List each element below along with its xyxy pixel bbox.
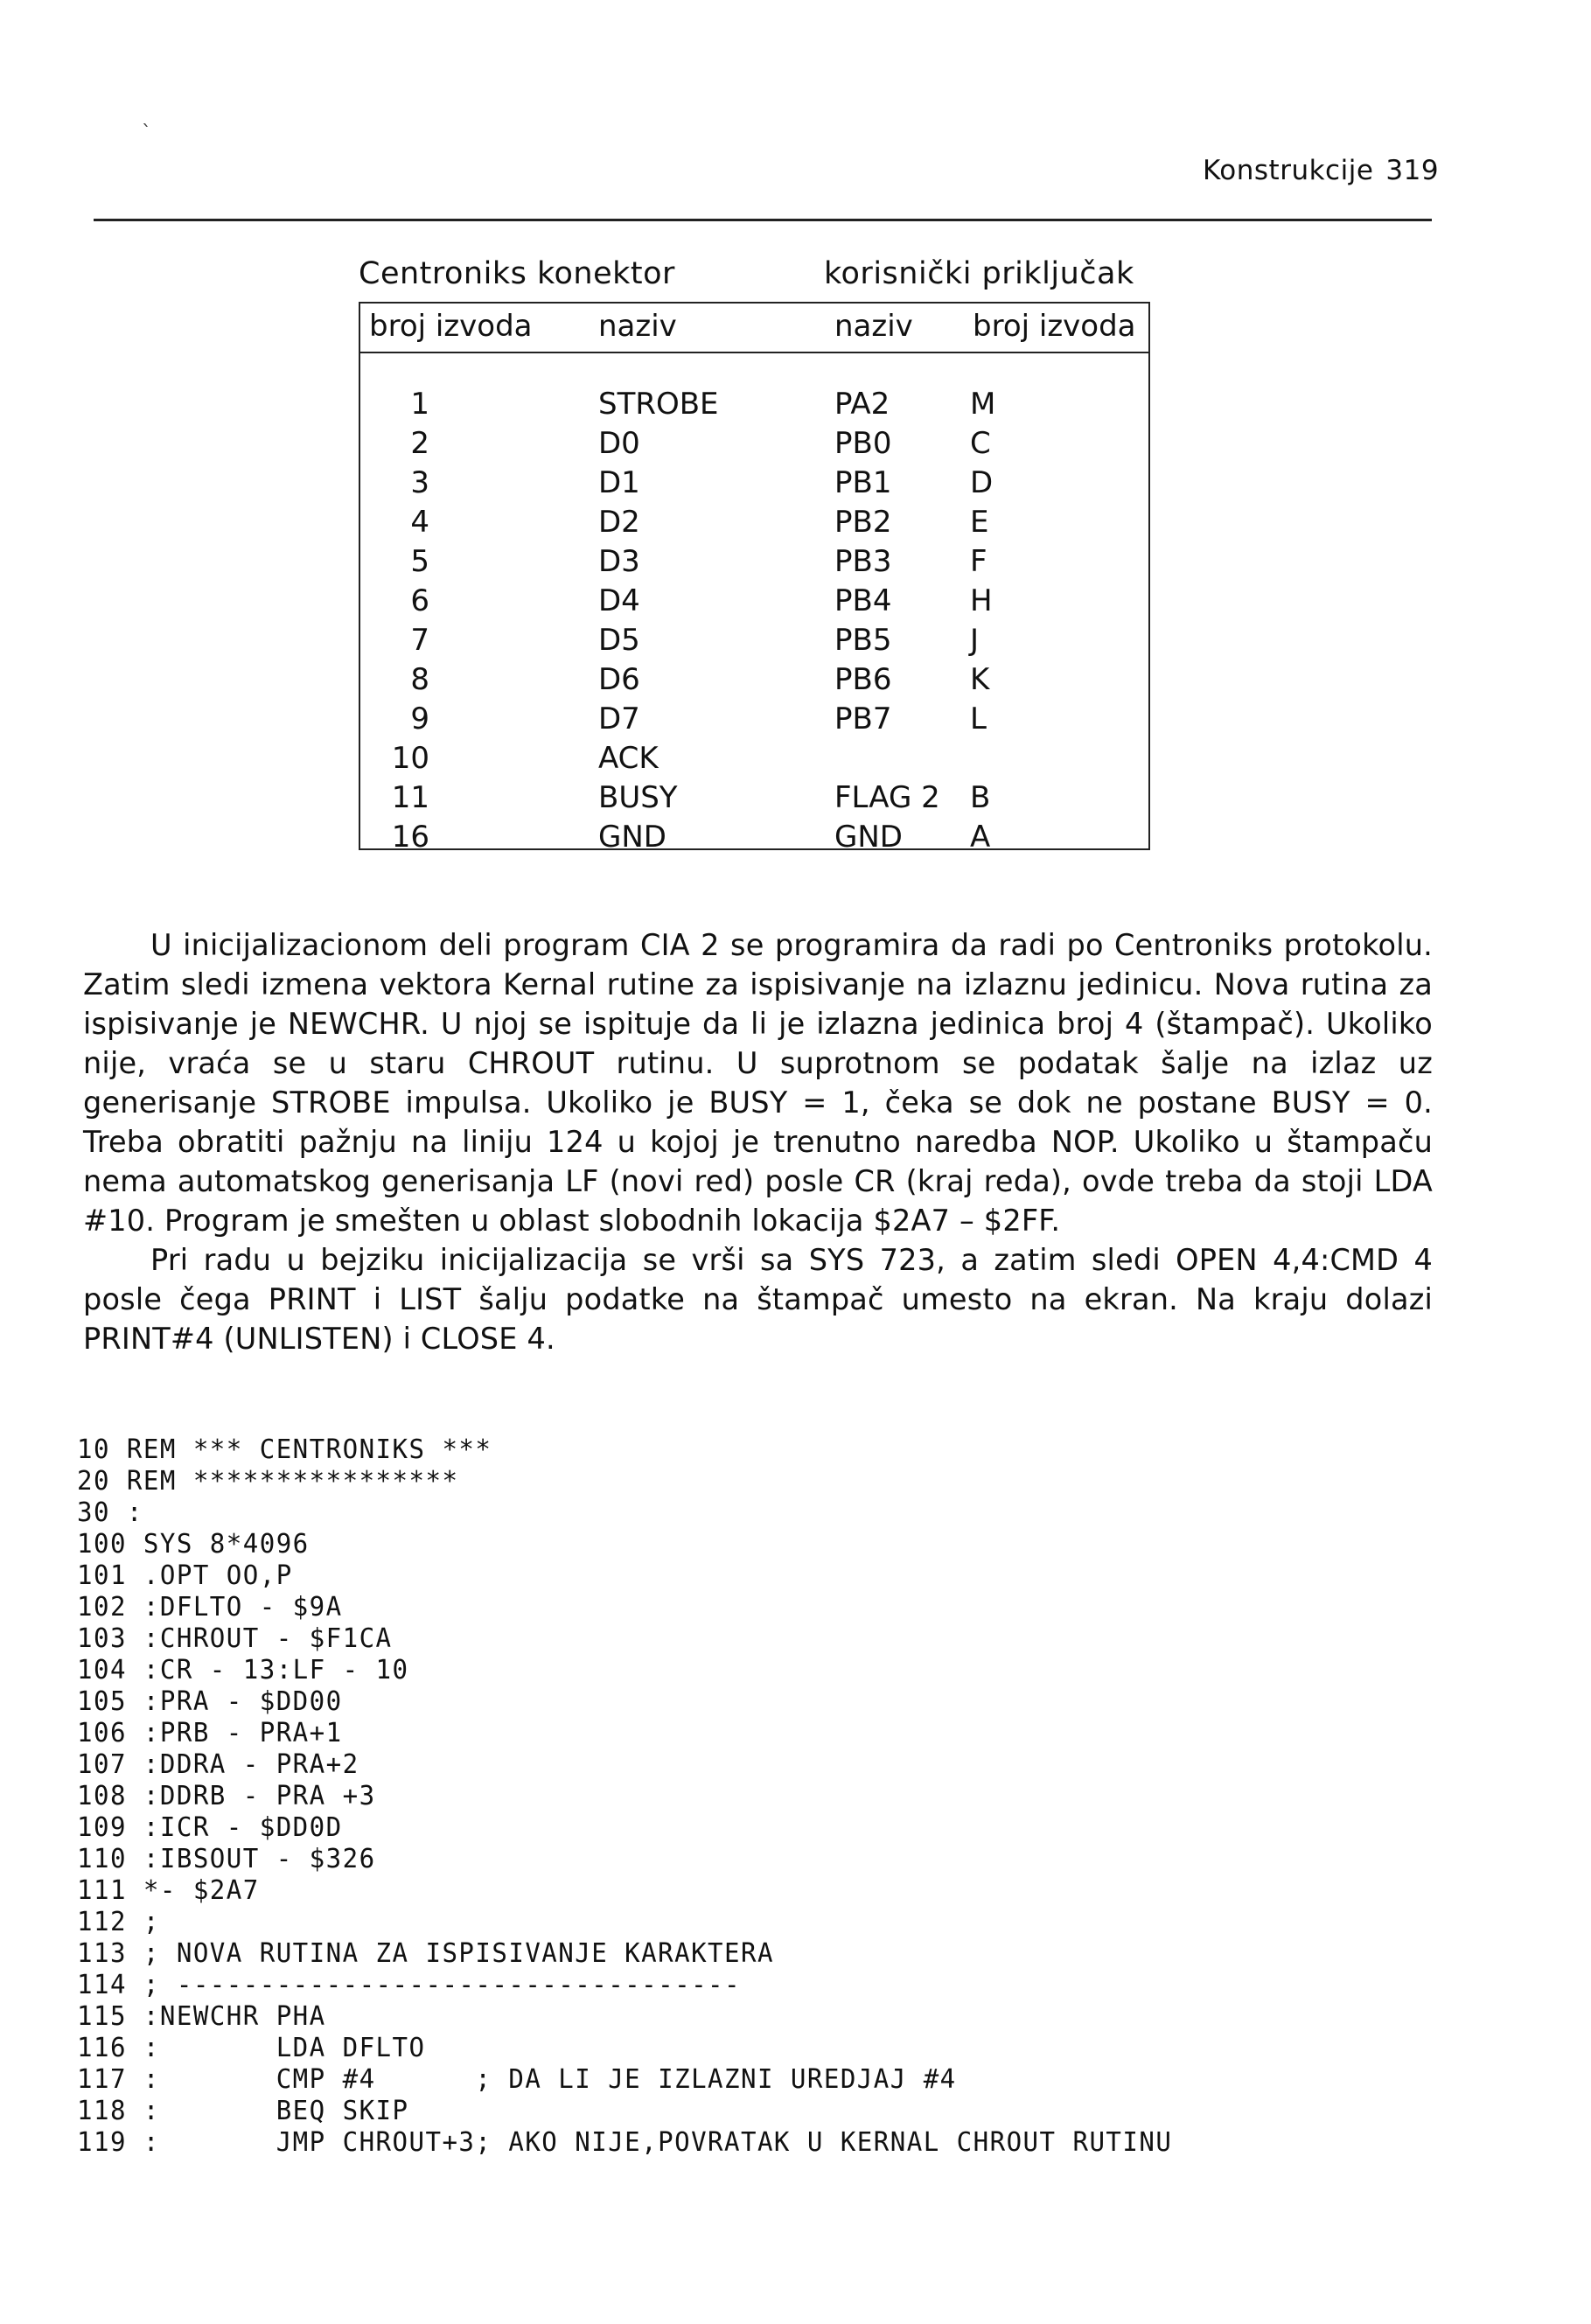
page-header: [1203, 155, 1439, 186]
table-cell: PB6: [834, 662, 892, 697]
table-cell: PB3: [834, 544, 892, 579]
code-line: 107 :DDRA - PRA+2: [77, 1749, 359, 1780]
code-line: 10 REM *** CENTRONIKS ***: [77, 1434, 492, 1465]
code-line: 105 :PRA - $DD00: [77, 1686, 343, 1717]
table-cell: PB1: [834, 465, 892, 500]
table-caption-connector: Centroniks konektor: [359, 256, 675, 291]
table-cell: GND: [598, 820, 666, 855]
col-header-name: naziv: [598, 309, 677, 344]
table-cell: D4: [598, 583, 640, 618]
code-line: 119 : JMP CHROUT+3; AKO NIJE,POVRATAK U KERNAL CHROUT RUTINU: [77, 2127, 1173, 2158]
table-cell: PB7: [834, 701, 892, 736]
table-row: [360, 544, 1148, 583]
table-cell: D: [970, 465, 994, 500]
table-cell: 10: [391, 741, 429, 776]
table-cell: D7: [598, 701, 640, 736]
table-cell: K: [970, 662, 990, 697]
table-cell: ACK: [598, 741, 659, 776]
code-line: 101 .OPT OO,P: [77, 1560, 293, 1591]
table-cell: 3: [410, 465, 429, 500]
table-cell: PB5: [834, 623, 892, 658]
pinout-table: [359, 302, 1150, 855]
code-line: 30 :: [77, 1497, 143, 1528]
code-listing: [77, 1434, 1400, 2159]
body-text: [83, 925, 1433, 1358]
table-row: [360, 701, 1148, 741]
table-row: [360, 780, 1148, 820]
running-head: Konstrukcije: [1203, 155, 1374, 186]
table-caption-user-port: korisnički priključak: [824, 256, 1134, 291]
code-line: 109 :ICR - $DD0D: [77, 1812, 343, 1843]
col-header-port-pin: broj izvoda: [973, 309, 1136, 344]
table-cell: B: [970, 780, 991, 815]
table-cell: 8: [410, 662, 429, 697]
table-cell: D1: [598, 465, 640, 500]
page-number: 319: [1385, 155, 1440, 186]
table-cell: D5: [598, 623, 640, 658]
code-line: 106 :PRB - PRA+1: [77, 1718, 343, 1748]
table-cell: 16: [391, 820, 429, 855]
table-cell: E: [970, 505, 989, 540]
table-cell: A: [970, 820, 991, 855]
table-row: [360, 465, 1148, 505]
table-row: [360, 583, 1148, 623]
code-line: 102 :DFLTO - $9A: [77, 1592, 343, 1623]
table-cell: D0: [598, 426, 640, 461]
stray-mark: `: [142, 122, 151, 144]
table-row: [360, 741, 1148, 780]
table-cell: D2: [598, 505, 640, 540]
table-cell: PB0: [834, 426, 892, 461]
table-cell: 2: [410, 426, 429, 461]
table-cell: M: [970, 387, 996, 422]
table-cell: GND: [834, 820, 903, 855]
code-line: 111 *- $2A7: [77, 1875, 260, 1906]
header-rule: [94, 219, 1432, 221]
code-line: 110 :IBSOUT - $326: [77, 1844, 376, 1874]
code-line: 108 :DDRB - PRA +3: [77, 1781, 376, 1811]
table-row: [360, 426, 1148, 465]
table-cell: F: [970, 544, 987, 579]
table-cell: J: [970, 623, 980, 658]
table-cell: FLAG 2: [834, 780, 940, 815]
table-row: [360, 387, 1148, 426]
code-line: 100 SYS 8*4096: [77, 1529, 310, 1560]
code-line: 114 ; ----------------------------------: [77, 1970, 741, 2000]
table-header: [360, 304, 1148, 353]
code-line: 20 REM ****************: [77, 1466, 459, 1497]
table-cell: PA2: [834, 387, 890, 422]
table-cell: 5: [410, 544, 429, 579]
code-line: 112 ;: [77, 1907, 160, 1937]
code-line: 104 :CR - 13:LF - 10: [77, 1655, 409, 1685]
table-cell: 11: [391, 780, 429, 815]
col-header-port-name: naziv: [834, 309, 913, 344]
paragraph: U inicijalizacionom deli program CIA 2 se programira da radi po Centroniks protokolu. Zatim sledi izmena vektora Kernal rutine za ispisivanje na izlaznu jedinicu. Nova rutina za ispisivanje je NEWCHR. U njoj se ispituje da li je izlazna jedinica broj 4 (štampač). Ukoliko nije, vraća se u staru CHROUT rutinu. U suprotnom se podatak šalje na izlaz uz generisanje STROBE impulsa. Ukoliko je BUSY = 1, čeka se dok ne postane BUSY = 0. Treba obratiti pažnju na liniju 124 u kojoj je trenutno naredba NOP. Ukoliko u štampaču nema automatskog generisanja LF (novi red) posle CR (kraj reda), ovde treba da stoji LDA #10. Program je smešten u oblast slobodnih lokacija $2A7 – $2FF.: [83, 928, 1433, 1238]
table-cell: D6: [598, 662, 640, 697]
table-row: [360, 505, 1148, 544]
table-cell: D3: [598, 544, 640, 579]
code-line: 113 ; NOVA RUTINA ZA ISPISIVANJE KARAKTERA: [77, 1938, 774, 1969]
table-cell: 7: [410, 623, 429, 658]
code-line: 115 :NEWCHR PHA: [77, 2001, 326, 2032]
table-cell: PB4: [834, 583, 892, 618]
code-line: 103 :CHROUT - $F1CA: [77, 1623, 393, 1654]
table-cell: 4: [410, 505, 429, 540]
table-row: [360, 820, 1148, 859]
code-line: 116 : LDA DFLTO: [77, 2033, 426, 2063]
table-cell: 6: [410, 583, 429, 618]
table-cell: BUSY: [598, 780, 678, 815]
code-line: 117 : CMP #4 ; DA LI JE IZLAZNI UREDJAJ #4: [77, 2064, 957, 2095]
table-cell: 1: [410, 387, 429, 422]
table-row: [360, 623, 1148, 662]
table-row: [360, 662, 1148, 701]
table-cell: 9: [410, 701, 429, 736]
paragraph: Pri radu u bejziku inicijalizacija se vrši sa SYS 723, a zatim sledi OPEN 4,4:CMD 4 posle čega PRINT i LIST šalju podatke na štampač umesto na ekran. Na kraju dolazi PRINT#4 (UNLISTEN) i CLOSE 4.: [83, 1243, 1433, 1356]
table-cell: C: [970, 426, 991, 461]
code-line: 118 : BEQ SKIP: [77, 2096, 409, 2126]
table-body: [360, 387, 1148, 859]
table-cell: STROBE: [598, 387, 719, 422]
col-header-pin-number: broj izvoda: [369, 309, 533, 344]
table-cell: H: [970, 583, 993, 618]
table-cell: PB2: [834, 505, 892, 540]
table-cell: L: [970, 701, 987, 736]
